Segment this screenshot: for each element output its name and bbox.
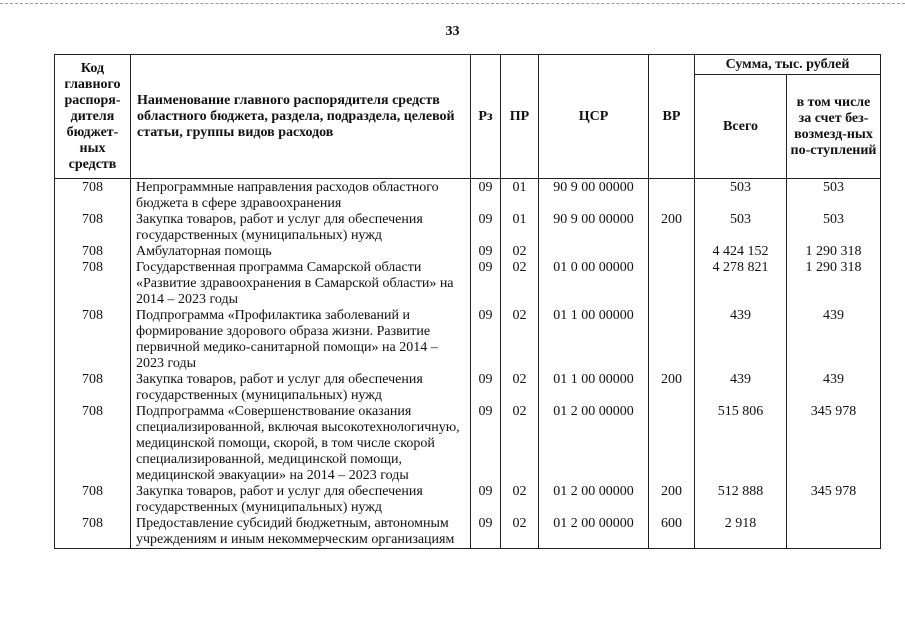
cell-code: 708 xyxy=(55,484,131,516)
cell-code: 708 xyxy=(55,212,131,244)
table-row xyxy=(55,179,881,213)
cell-rz: 09 xyxy=(471,244,501,260)
table-row xyxy=(55,484,881,516)
cell-gratuitous: 1 290 318 xyxy=(787,244,881,260)
cell-total: 2 918 xyxy=(695,516,787,549)
table-body xyxy=(55,179,881,549)
cell-total: 512 888 xyxy=(695,484,787,516)
cell-name: Предоставление субсидий бюджетным, автономным учреждениям и иным некоммерческим организациям xyxy=(131,516,471,549)
cell-rz: 09 xyxy=(471,212,501,244)
cell-total: 439 xyxy=(695,308,787,372)
cell-vr: 200 xyxy=(649,484,695,516)
cell-csr: 90 9 00 00000 xyxy=(539,179,649,213)
cell-name: Закупка товаров, работ и услуг для обеспечения государственных (муниципальных) нужд xyxy=(131,484,471,516)
cell-gratuitous: 345 978 xyxy=(787,484,881,516)
cell-vr xyxy=(649,179,695,213)
cell-rz: 09 xyxy=(471,179,501,213)
table-row xyxy=(55,244,881,260)
cell-rz: 09 xyxy=(471,372,501,404)
cell-pr: 02 xyxy=(501,244,539,260)
cell-name: Закупка товаров, работ и услуг для обеспечения государственных (муниципальных) нужд xyxy=(131,212,471,244)
cell-csr: 01 1 00 00000 xyxy=(539,372,649,404)
table-row xyxy=(55,516,881,549)
cell-gratuitous: 1 290 318 xyxy=(787,260,881,308)
header-csr: ЦСР xyxy=(539,55,649,179)
header-total: Всего xyxy=(695,75,787,179)
cell-gratuitous xyxy=(787,516,881,549)
cell-name: Непрограммные направления расходов областного бюджета в сфере здравоохранения xyxy=(131,179,471,213)
header-gratuitous: в том числе за счет без-возмезд-ных по-ступлений xyxy=(787,75,881,179)
header-pr: ПР xyxy=(501,55,539,179)
cell-code: 708 xyxy=(55,372,131,404)
cell-gratuitous: 503 xyxy=(787,179,881,213)
cell-pr: 02 xyxy=(501,404,539,484)
cell-name: Амбулаторная помощь xyxy=(131,244,471,260)
page-number: 33 xyxy=(445,24,460,39)
header-sum-group: Сумма, тыс. рублей xyxy=(695,55,881,75)
budget-table xyxy=(54,54,881,549)
cell-gratuitous: 503 xyxy=(787,212,881,244)
table-row xyxy=(55,212,881,244)
cell-gratuitous: 439 xyxy=(787,308,881,372)
cell-vr: 200 xyxy=(649,372,695,404)
header-code: Код главного распоря-дителя бюджет-ных средств xyxy=(55,55,131,179)
cell-total: 503 xyxy=(695,212,787,244)
cell-csr: 01 2 00 00000 xyxy=(539,484,649,516)
cell-name: Подпрограмма «Совершенствование оказания специализированной, включая высокотехнологичную, медицинской помощи, скорой, в том числе скорой специализированной, медицинской помощи, медицинской эвакуации» на 2014 – 2023 годы xyxy=(131,404,471,484)
cell-code: 708 xyxy=(55,244,131,260)
cell-csr xyxy=(539,244,649,260)
cell-pr: 02 xyxy=(501,260,539,308)
header-vr: ВР xyxy=(649,55,695,179)
cell-name: Закупка товаров, работ и услуг для обеспечения государственных (муниципальных) нужд xyxy=(131,372,471,404)
cell-csr: 90 9 00 00000 xyxy=(539,212,649,244)
cell-csr: 01 1 00 00000 xyxy=(539,308,649,372)
cell-gratuitous: 439 xyxy=(787,372,881,404)
cell-total: 515 806 xyxy=(695,404,787,484)
cell-total: 439 xyxy=(695,372,787,404)
cell-name: Государственная программа Самарской области «Развитие здравоохранения в Самарской области» на 2014 – 2023 годы xyxy=(131,260,471,308)
table-row xyxy=(55,372,881,404)
cell-code: 708 xyxy=(55,260,131,308)
table-row xyxy=(55,404,881,484)
table-row xyxy=(55,260,881,308)
cell-pr: 02 xyxy=(501,308,539,372)
cell-pr: 01 xyxy=(501,179,539,213)
cell-pr: 02 xyxy=(501,516,539,549)
table-row xyxy=(55,308,881,372)
cell-code: 708 xyxy=(55,308,131,372)
cell-vr xyxy=(649,244,695,260)
cell-rz: 09 xyxy=(471,308,501,372)
cell-pr: 02 xyxy=(501,372,539,404)
cell-pr: 02 xyxy=(501,484,539,516)
cell-code: 708 xyxy=(55,404,131,484)
cell-rz: 09 xyxy=(471,260,501,308)
cell-rz: 09 xyxy=(471,484,501,516)
cell-vr xyxy=(649,260,695,308)
cell-vr: 600 xyxy=(649,516,695,549)
cell-total: 4 424 152 xyxy=(695,244,787,260)
cell-total: 503 xyxy=(695,179,787,213)
page-top-rule xyxy=(0,3,905,4)
cell-pr: 01 xyxy=(501,212,539,244)
cell-vr xyxy=(649,308,695,372)
cell-vr: 200 xyxy=(649,212,695,244)
cell-rz: 09 xyxy=(471,516,501,549)
header-rz: Рз xyxy=(471,55,501,179)
cell-name: Подпрограмма «Профилактика заболеваний и формирование здорового образа жизни. Развитие первичной медико-санитарной помощи» на 2014 – 2023 годы xyxy=(131,308,471,372)
cell-csr: 01 2 00 00000 xyxy=(539,516,649,549)
header-name: Наименование главного распорядителя средств областного бюджета, раздела, подраздела, целевой статьи, группы видов расходов xyxy=(131,55,471,179)
cell-rz: 09 xyxy=(471,404,501,484)
cell-gratuitous: 345 978 xyxy=(787,404,881,484)
cell-csr: 01 2 00 00000 xyxy=(539,404,649,484)
cell-csr: 01 0 00 00000 xyxy=(539,260,649,308)
cell-vr xyxy=(649,404,695,484)
cell-total: 4 278 821 xyxy=(695,260,787,308)
cell-code: 708 xyxy=(55,516,131,549)
cell-code: 708 xyxy=(55,179,131,213)
